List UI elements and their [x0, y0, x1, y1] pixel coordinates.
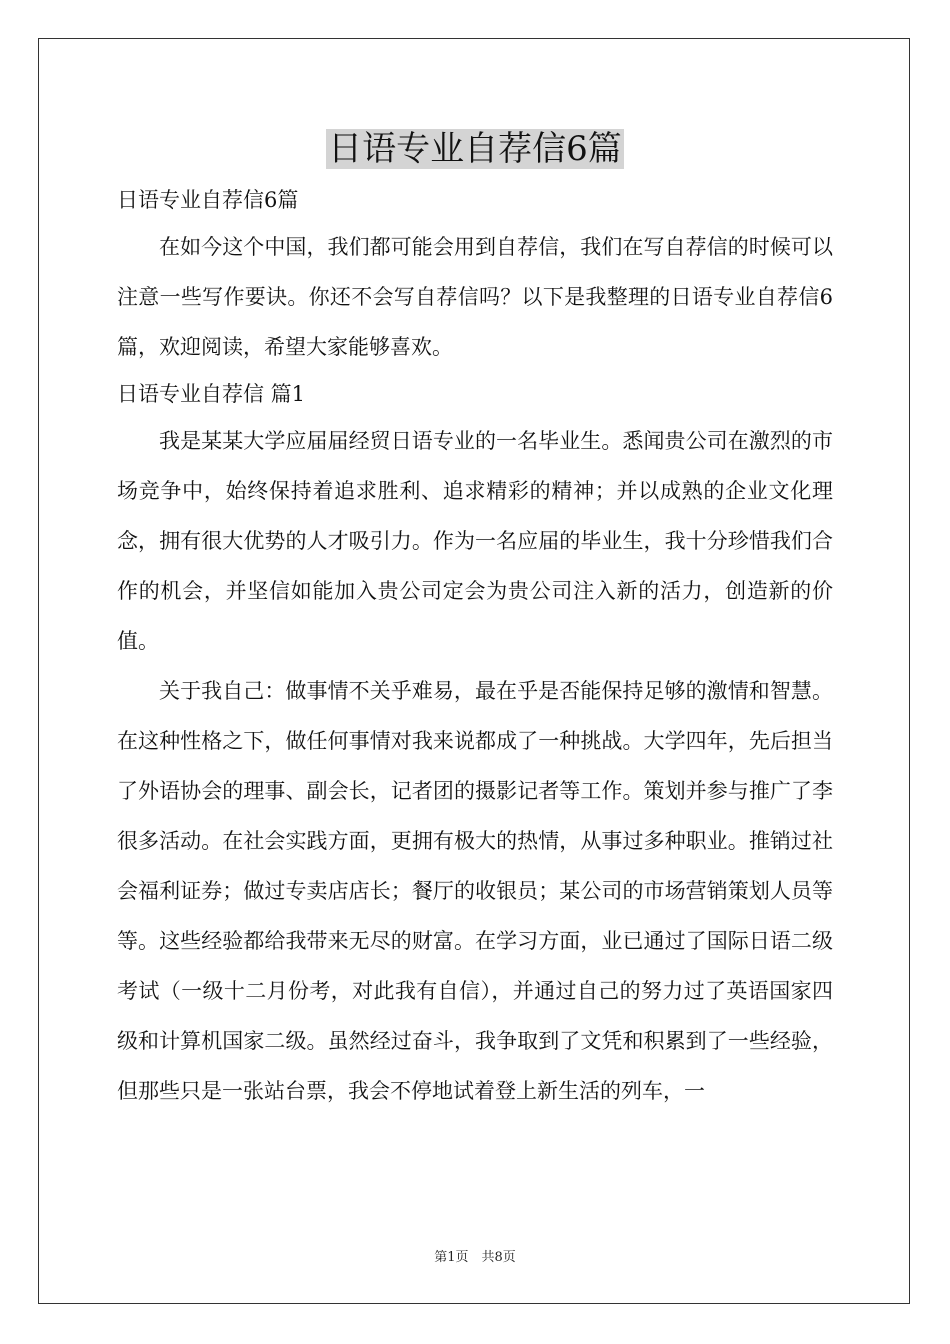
- section-heading: 日语专业自荐信 篇1: [117, 382, 306, 406]
- document-body: [117, 178, 833, 1116]
- body-paragraph-1: 我是某某大学应届届经贸日语专业的一名毕业生。悉闻贵公司在激烈的市场竞争中，始终保持着追求胜利、追求精彩的精神；并以成熟的企业文化理念，拥有很大优势的人才吸引力。作为一名应届的毕业生，我十分珍惜我们合作的机会，并坚信如能加入贵公司定会为贵公司注入新的活力，创造新的价值。: [117, 429, 833, 653]
- document-subtitle: 日语专业自荐信6篇: [117, 188, 299, 212]
- body-paragraph-2: 关于我自己：做事情不关乎难易，最在乎是否能保持足够的激情和智慧。在这种性格之下，做任何事情对我来说都成了一种挑战。大学四年，先后担当了外语协会的理事、副会长，记者团的摄影记者等工作。策划并参与推广了李很多活动。在社会实践方面，更拥有极大的热情，从事过多种职业。推销过社会福利证券；做过专卖店店长；餐厅的收银员；某公司的市场营销策划人员等等。这些经验都给我带来无尽的财富。在学习方面，业已通过了国际日语二级考试（一级十二月份考，对此我有自信），并通过自己的努力过了英语国家四级和计算机国家二级。虽然经过奋斗，我争取到了文凭和积累到了一些经验，但那些只是一张站台票，我会不停地试着登上新生活的列车，一: [117, 679, 833, 1103]
- intro-paragraph: 在如今这个中国，我们都可能会用到自荐信，我们在写自荐信的时候可以注意一些写作要诀。你还不会写自荐信吗？以下是我整理的日语专业自荐信6篇，欢迎阅读，希望大家能够喜欢。: [117, 235, 833, 359]
- document-title-text: 日语专业自荐信6篇: [328, 129, 622, 169]
- page-footer: 第1页 共8页: [434, 1250, 516, 1265]
- document-title: [0, 126, 950, 172]
